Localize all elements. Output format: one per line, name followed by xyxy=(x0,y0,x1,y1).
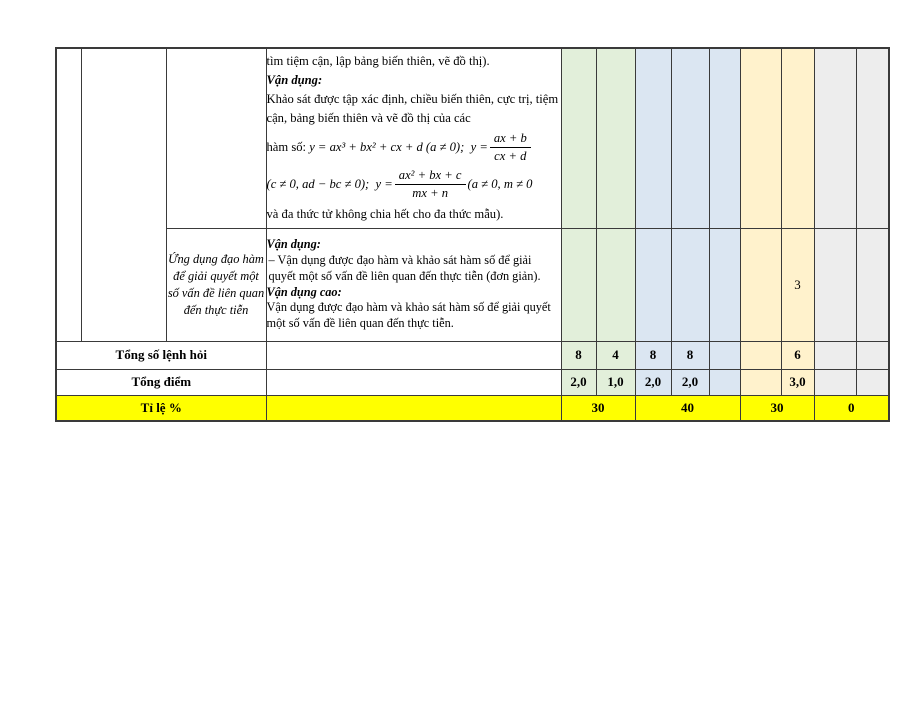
level-heading: Vận dụng: xyxy=(266,237,321,252)
fraction-1-denominator: cx + d xyxy=(494,149,527,164)
totals-label: Tổng số lệnh hỏi xyxy=(56,341,266,369)
ratio-label: Tỉ lệ % xyxy=(56,395,266,421)
count-blue-3 xyxy=(709,341,740,369)
cell-empty xyxy=(266,369,561,395)
count-cream-1 xyxy=(740,341,781,369)
cell-nb-green-1 xyxy=(561,48,596,228)
requirement-item: – Vận dụng được đạo hàm và khảo sát hàm số để giải quyết một số vấn đề liên quan đến thực tiễn (đơn giản). xyxy=(268,252,541,283)
points-label: Tổng điểm xyxy=(56,369,266,395)
cell-empty-yellow xyxy=(266,395,561,421)
cell-question-count: 3 xyxy=(781,228,814,341)
count-blue-1: 8 xyxy=(635,341,671,369)
exam-matrix-table xyxy=(55,47,890,422)
cell-requirements-1 xyxy=(266,48,561,228)
formula-conditions: (c ≠ 0, ad − bc ≠ 0); y = xyxy=(266,177,393,192)
formula-cubic: y = ax³ + bx² + cx + d (a ≠ 0); y = xyxy=(309,140,488,155)
cell-vd-cream-1 xyxy=(740,228,781,341)
points-blue-2: 2,0 xyxy=(671,369,709,395)
table-row-points xyxy=(56,369,889,395)
text-line-last: và đa thức tử không chia hết cho đa thức mẫu). xyxy=(266,207,504,222)
cell-vdc-gray-2 xyxy=(856,228,889,341)
cell-empty xyxy=(266,341,561,369)
level-heading: Vận dụng cao: xyxy=(266,284,342,299)
fraction-2-denominator: mx + n xyxy=(412,186,449,201)
cell-topic-application: Ứng dụng đạo hàm để giải quyết một số vấn đề liên quan đến thực tiễn xyxy=(166,228,266,341)
cell-th-blue-1 xyxy=(635,228,671,341)
cell-vdc-gray-1 xyxy=(814,228,856,341)
text-paragraph: Khảo sát được tập xác định, chiều biến thiên, cực trị, tiệm cận, bảng biến thiên và vẽ đồ thị của các xyxy=(266,92,559,126)
count-green-1: 8 xyxy=(561,341,596,369)
fraction-1-numerator: ax + b xyxy=(490,131,531,148)
count-cream-2: 6 xyxy=(781,341,814,369)
cell-vdc-gray-2 xyxy=(856,48,889,228)
count-gray-2 xyxy=(856,341,889,369)
ratio-th: 40 xyxy=(635,395,740,421)
cell-nb-green-1 xyxy=(561,228,596,341)
cell-requirements-2 xyxy=(266,228,561,341)
cell-th-blue-1 xyxy=(635,48,671,228)
cell-topic-empty xyxy=(166,48,266,228)
count-gray-1 xyxy=(814,341,856,369)
points-gray-2 xyxy=(856,369,889,395)
count-green-2: 4 xyxy=(596,341,635,369)
cell-vd-cream-2 xyxy=(781,48,814,228)
cell-vd-cream-1 xyxy=(740,48,781,228)
cell-nb-green-2 xyxy=(596,48,635,228)
ratio-vd: 30 xyxy=(740,395,814,421)
formula-suffix: (a ≠ 0, m ≠ 0 xyxy=(467,177,533,192)
fraction-1 xyxy=(490,131,531,164)
points-cream-2: 3,0 xyxy=(781,369,814,395)
points-cream-1 xyxy=(740,369,781,395)
requirement-item: Vận dụng được đạo hàm và khảo sát hàm số để giải quyết một số vấn đề liên quan đến thực tiễn. xyxy=(266,300,551,331)
fraction-2 xyxy=(395,168,466,201)
points-gray-1 xyxy=(814,369,856,395)
level-heading: Vận dụng: xyxy=(266,73,323,88)
cell-th-blue-3 xyxy=(709,228,740,341)
table-row xyxy=(56,228,889,341)
formula-line-1 xyxy=(267,131,561,164)
table-row-totals xyxy=(56,341,889,369)
formula-line-2 xyxy=(267,168,561,201)
text-line: tìm tiệm cận, lập bảng biến thiên, vẽ đồ thị). xyxy=(266,54,490,69)
cell-chapter xyxy=(81,48,166,341)
cell-vdc-gray-1 xyxy=(814,48,856,228)
points-blue-3 xyxy=(709,369,740,395)
points-green-1: 2,0 xyxy=(561,369,596,395)
table-row xyxy=(56,48,889,228)
points-green-2: 1,0 xyxy=(596,369,635,395)
formula-prefix: hàm số: xyxy=(266,140,310,155)
fraction-2-numerator: ax² + bx + c xyxy=(395,168,466,185)
count-blue-2: 8 xyxy=(671,341,709,369)
cell-index xyxy=(56,48,81,341)
ratio-vdc: 0 xyxy=(814,395,889,421)
ratio-nb: 30 xyxy=(561,395,635,421)
points-blue-1: 2,0 xyxy=(635,369,671,395)
cell-th-blue-2 xyxy=(671,48,709,228)
cell-th-blue-3 xyxy=(709,48,740,228)
table-row-ratio xyxy=(56,395,889,421)
cell-th-blue-2 xyxy=(671,228,709,341)
cell-nb-green-2 xyxy=(596,228,635,341)
